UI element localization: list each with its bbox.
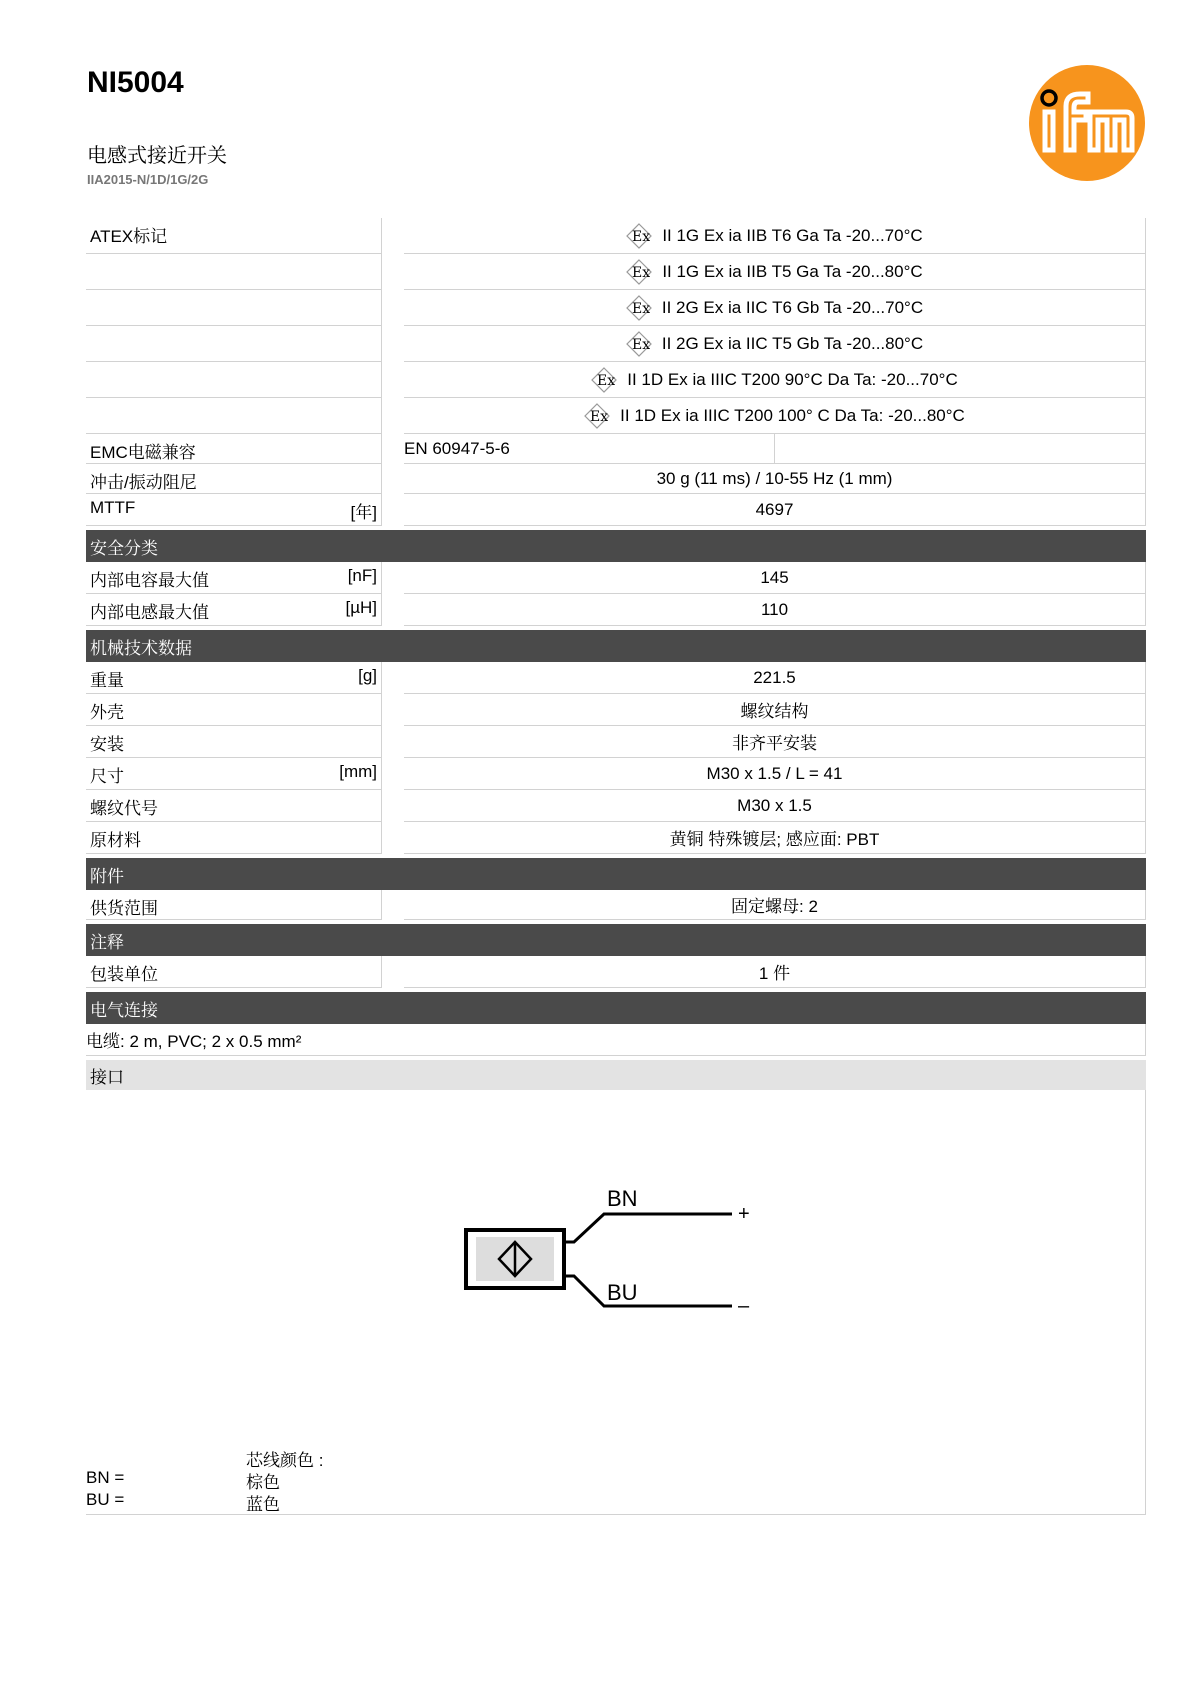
ex-icon bbox=[626, 331, 652, 357]
bn-color: 棕色 bbox=[246, 1473, 280, 1492]
svg-text:Ex: Ex bbox=[631, 300, 650, 317]
mttf-value: 4697 bbox=[755, 499, 794, 519]
atex-mark: II 1G Ex ia IIB T5 Ga Ta -20...80°C bbox=[662, 261, 923, 281]
material-label: 原材料 bbox=[90, 831, 141, 850]
capacitance-value: 145 bbox=[760, 567, 789, 587]
thread-label: 螺纹代号 bbox=[90, 799, 158, 818]
bn-legend: BN = bbox=[86, 1468, 125, 1487]
ex-icon bbox=[626, 295, 652, 321]
svg-text:Ex: Ex bbox=[632, 228, 651, 245]
mttf-label: MTTF bbox=[90, 498, 136, 517]
wiring-schematic bbox=[464, 1176, 784, 1326]
wiring-diagram bbox=[86, 1090, 1146, 1515]
atex-row bbox=[86, 254, 1146, 290]
emc-row bbox=[86, 434, 1146, 464]
housing-label: 外壳 bbox=[90, 703, 124, 722]
thread-value: M30 x 1.5 bbox=[737, 795, 812, 815]
product-subtitle: 电感式接近开关 bbox=[87, 145, 227, 167]
inductance-unit: [µH] bbox=[345, 598, 377, 617]
scope-value: 固定螺母: 2 bbox=[731, 897, 818, 916]
capacitance-unit: [nF] bbox=[347, 566, 377, 585]
weight-value: 221.5 bbox=[753, 667, 796, 687]
scope-label: 供货范围 bbox=[90, 899, 158, 918]
datasheet bbox=[86, 218, 1146, 1515]
weight-label: 重量 bbox=[90, 671, 124, 690]
plus-terminal: + bbox=[738, 1203, 750, 1225]
mounting-row bbox=[86, 726, 1146, 758]
inductance-value: 110 bbox=[760, 599, 789, 619]
material-value: 黄铜 特殊镀层; 感应面: PBT bbox=[669, 830, 880, 849]
mttf-row bbox=[86, 494, 1146, 526]
atex-row bbox=[86, 398, 1146, 434]
svg-text:Ex: Ex bbox=[631, 336, 650, 353]
interface-header: 接口 bbox=[86, 1060, 1146, 1090]
svg-text:Ex: Ex bbox=[632, 264, 651, 281]
atex-label: ATEX标记 bbox=[90, 227, 168, 246]
scope-row bbox=[86, 890, 1146, 920]
core-colors-label: 芯线颜色 : bbox=[246, 1451, 324, 1470]
mttf-unit: [年] bbox=[350, 503, 377, 522]
shock-label: 冲击/振动阻尼 bbox=[90, 473, 197, 492]
section-electrical: 电气连接 bbox=[86, 992, 1146, 1024]
ex-icon bbox=[626, 223, 652, 249]
atex-mark: II 1D Ex ia IIIC T200 100° C Da Ta: -20...80°C bbox=[620, 405, 965, 425]
ifm-logo bbox=[1028, 64, 1146, 182]
bn-wire bbox=[564, 1214, 732, 1242]
shock-row bbox=[86, 464, 1146, 494]
section-safety: 安全分类 bbox=[86, 530, 1146, 562]
packaging-label: 包装单位 bbox=[90, 965, 158, 984]
packaging-value: 1 件 bbox=[758, 964, 791, 983]
minus-terminal: – bbox=[738, 1295, 750, 1317]
product-title: NI5004 bbox=[87, 66, 184, 99]
weight-row bbox=[86, 662, 1146, 694]
ex-icon bbox=[591, 367, 617, 393]
atex-mark: II 2G Ex ia IIC T6 Gb Ta -20...70°C bbox=[661, 297, 924, 317]
atex-mark: II 1D Ex ia IIIC T200 90°C Da Ta: -20...70°C bbox=[627, 369, 958, 389]
dimensions-value: M30 x 1.5 / L = 41 bbox=[706, 763, 843, 783]
housing-value: 螺纹结构 bbox=[740, 702, 809, 721]
section-remarks: 注释 bbox=[86, 924, 1146, 956]
svg-text:Ex: Ex bbox=[590, 408, 609, 425]
atex-row bbox=[86, 218, 1146, 254]
bu-label: BU bbox=[607, 1280, 638, 1305]
bu-color: 蓝色 bbox=[246, 1495, 280, 1514]
capacitance-label: 内部电容最大值 bbox=[90, 571, 209, 590]
atex-row bbox=[86, 290, 1146, 326]
emc-label: EMC电磁兼容 bbox=[90, 443, 196, 462]
atex-row bbox=[86, 326, 1146, 362]
ex-icon bbox=[626, 259, 652, 285]
atex-row bbox=[86, 362, 1146, 398]
material-row bbox=[86, 822, 1146, 854]
thread-row bbox=[86, 790, 1146, 822]
dimensions-unit: [mm] bbox=[339, 762, 377, 781]
weight-unit: [g] bbox=[358, 666, 377, 685]
packaging-row bbox=[86, 956, 1146, 988]
capacitance-row bbox=[86, 562, 1146, 594]
dimensions-label: 尺寸 bbox=[90, 767, 124, 786]
atex-mark: II 2G Ex ia IIC T5 Gb Ta -20...80°C bbox=[661, 333, 924, 353]
atex-mark: II 1G Ex ia IIB T6 Ga Ta -20...70°C bbox=[662, 225, 923, 245]
emc-value: EN 60947-5-6 bbox=[404, 438, 510, 458]
mounting-value: 非齐平安装 bbox=[732, 734, 817, 753]
svg-text:Ex: Ex bbox=[597, 372, 616, 389]
bu-wire bbox=[564, 1276, 732, 1306]
inductance-row bbox=[86, 594, 1146, 626]
section-mechanical: 机械技术数据 bbox=[86, 630, 1146, 662]
shock-value: 30 g (11 ms) / 10-55 Hz (1 mm) bbox=[656, 468, 893, 488]
ex-icon bbox=[584, 403, 610, 429]
inductance-label: 内部电感最大值 bbox=[90, 603, 209, 622]
dimensions-row bbox=[86, 758, 1146, 790]
housing-row bbox=[86, 694, 1146, 726]
mounting-label: 安装 bbox=[90, 735, 124, 754]
section-accessories: 附件 bbox=[86, 858, 1146, 890]
cable-info: 电缆: 2 m, PVC; 2 x 0.5 mm² bbox=[86, 1024, 1146, 1056]
bn-label: BN bbox=[607, 1186, 638, 1211]
bu-legend: BU = bbox=[86, 1490, 125, 1509]
product-code: IIA2015-N/1D/1G/2G bbox=[87, 172, 209, 187]
